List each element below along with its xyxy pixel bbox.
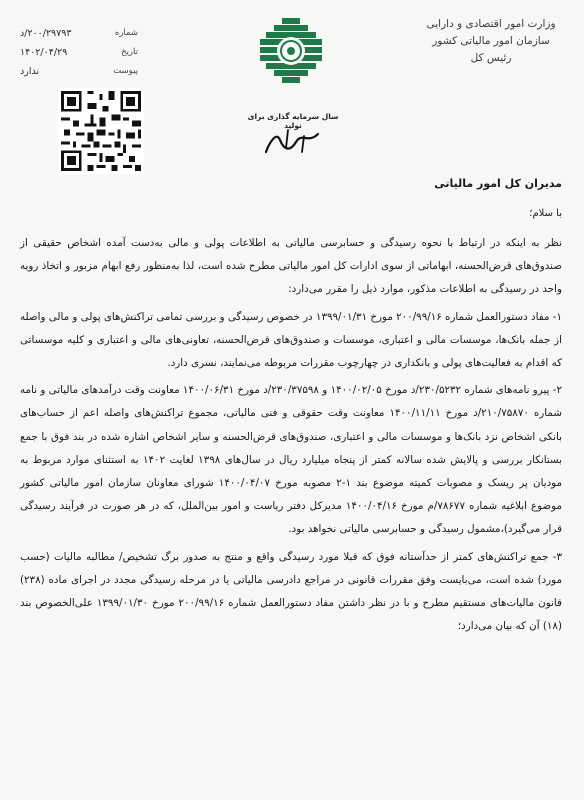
item-number: ۲- [552, 384, 562, 397]
signature-icon [258, 126, 328, 158]
intro-paragraph: نظر به اینکه در ارتباط با نحوه رسیدگی و حسابرسی مالیاتی به اطلاعات پولی و مالی به‌دست آمده اشخاص حقیقی از صندوق‌های قرض‌الحسنه، ابهاماتی از سوی ادارات کل امور مالیاتی مطرح شده است، لذا به‌منظور رفع ابهام مزبور و اتخاذ رویه واحد در رسیدگی به اطلاعات مذکور، موارد ذیل را مقرر می‌دارد: [20, 237, 562, 296]
date-label: تاریخ [121, 47, 138, 57]
item-text: مفاد دستورالعمل شماره ۲۰۰/۹۹/۱۶ مورخ ۱۳۹۹/۰۱/۳۱ در خصوص رسیدگی و بررسی تمامی تراکنش‌های پولی و مالی واصله از جمله بانک‌ها، موسسات مالی و اعتباری، موسسات و صندوق‌های قرض‌الحسنه، تعاونی‌های مالی و اعتباری و کلیه موسساتی که اقدام به فعالیت‌های پولی و بانکداری در چهارچوب مقررات مربوطه می‌نمایند، نسری دارد. [20, 310, 562, 370]
list-item [20, 546, 562, 639]
attachment-value: ندارد [20, 66, 40, 77]
date-value: ۱۴۰۲/۰۴/۲۹ [20, 47, 68, 58]
item-text: جمع تراکنش‌های کمتر از حدآستانه فوق که قبلا مورد رسیدگی واقع و منتج به صدور برگ تشخیص/ مطالبه مالیات (حسب مورد) شده است، می‌بایست وفق مقررات قانونی در مراجع دادرسی مالیاتی یا در مرحله رسیدگی مجدد در اجرای ماده (۲۳۸) قانون مالیات‌های مستقیم مطرح و با در نظر داشتن مفاد دستورالعمل شماره ۲۰۰/۹۹/۱۶ مورخ ۱۳۹۹/۰۱/۳۰ علی‌الخصوص بند (۱۸) آن که بیان می‌دارد؛ [20, 550, 562, 633]
list-item [20, 379, 562, 541]
org-line-head: رئیس کل [470, 52, 512, 64]
item-number: ۱- [552, 310, 562, 323]
letter-body [20, 232, 562, 638]
letter-date-row [20, 43, 138, 62]
letter-meta [20, 24, 138, 81]
list-item [20, 306, 562, 376]
item-number: ۳- [552, 550, 562, 563]
number-label: شماره [114, 28, 138, 38]
letter-attachment-row [20, 62, 138, 81]
tax-organization-emblem-icon [260, 18, 322, 84]
organization-header [416, 16, 566, 67]
year-slogan: سال سرمایه گذاری برای تولید [247, 112, 339, 130]
org-line-ministry: وزارت امور اقتصادی و دارایی [426, 18, 556, 30]
org-line-tax-organization: سازمان امور مالیاتی کشور [432, 35, 550, 47]
letter-number-row [20, 24, 138, 43]
attachment-label: پیوست [113, 66, 138, 76]
greeting: با سلام؛ [529, 208, 562, 219]
qr-code-icon [58, 88, 144, 174]
number-value: ۲۰۰/۲۹۷۹۳/د [20, 28, 72, 39]
item-text: پیرو نامه‌های شماره ۲۳۰/۵۲۳۲/د مورخ ۱۴۰۰/۰۲/۰۵ و ۲۳۰/۳۷۵۹۸/د مورخ ۱۴۰۰/۰۶/۳۱ معاونت وقت درآمدهای مالیاتی و نامه شماره ۲۱۰/۷۵۸۷۰/د مورخ ۱۴۰۰/۱۱/۱۱ معاونت وقت حقوقی و فنی مالیاتی، مجموع تراکنش‌های واصله اعم از حساب‌های بانکی اشخاص نزد بانک‌ها و موسسات مالی و اعتباری، صندوق‌های قرض‌الحسنه و سایر اشخاص اشاره شده در بند فوق با جمع بستانکار بررسی و پالایش شده سالانه کمتر از پنجاه میلیارد ریال در سال‌های ۱۳۹۸ لغایت ۱۴۰۲ به استثنای موارد مربوط به مودیان پر ریسک و مصوبات کمیته موضوع بند ۱-۲ مصوبه مورخ ۱۴۰۰/۰۴/۰۷ شورای معاونان سازمان امور مالیاتی کشور موضوع ابلاغیه شماره ۷۸۶۷۷/م مورخ ۱۴۰۰/۰۴/۱۶ مدیرکل دفتر ریاست و امور بین‌الملل، که در هر صورت در فرآیند رسیدگی قرار می‌گیرد)،مشمول رسیدگی و حسابرسی مالیاتی نخواهد بود. [20, 384, 562, 536]
addressee: مدیران کل امور مالیاتی [434, 177, 562, 190]
